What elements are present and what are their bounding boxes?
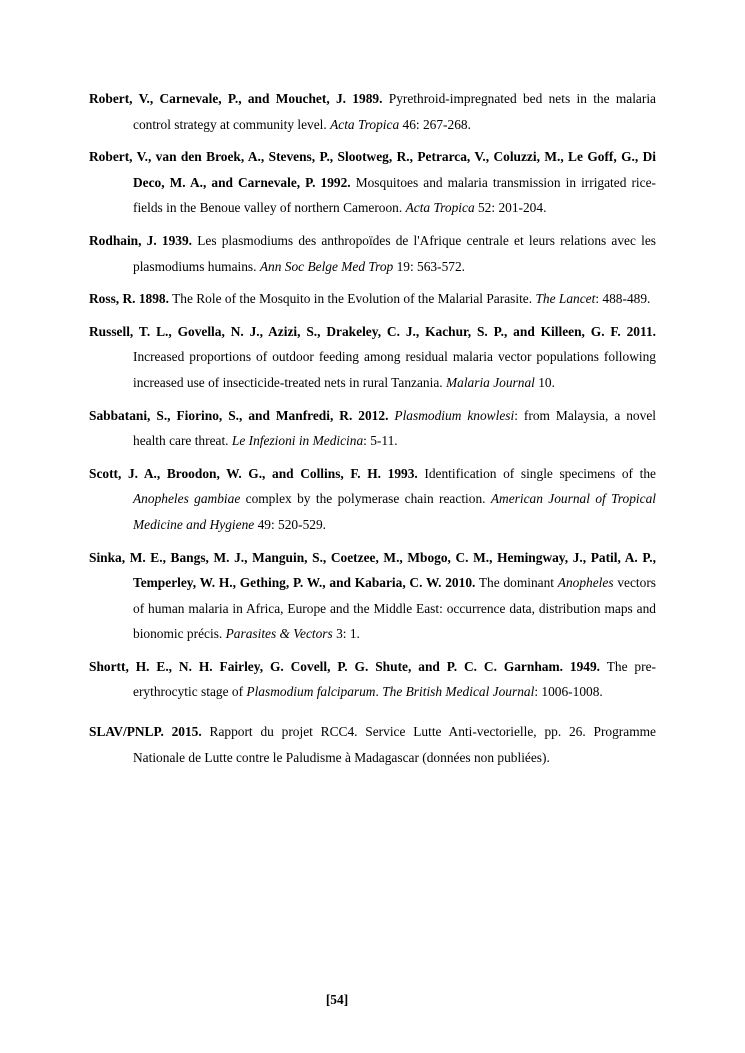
ref-details: : 488-489. — [595, 291, 651, 307]
ref-details: : 1006-1008. — [534, 684, 603, 700]
ref-authors: Robert, V., Carnevale, P., and Mouchet, J. 1989. — [89, 91, 383, 106]
ref-species: Anopheles gambiae — [133, 491, 241, 507]
ref-title: complex by the polymerase chain reaction. — [240, 491, 491, 507]
ref-title: Mosquitoes and malaria transmission in irrigated rice-fields in the Benoue valley of northern Cameroon. — [133, 174, 656, 216]
ref-journal: Le Infezioni in Medicina — [231, 433, 364, 449]
ref-details: 52: 201-204. — [474, 200, 547, 216]
ref-species: Plasmodium knowlesi — [394, 407, 515, 423]
ref-journal: The British Medical Journal — [382, 684, 535, 700]
ref-title: Increased proportions of outdoor feeding among residual malaria vector populations following increased use of insecticide-treated nets in rural Tanzania. — [133, 349, 656, 390]
ref-title-pre: The dominant — [475, 575, 558, 591]
ref-title: Pyrethroid-impregnated bed nets in the malaria control strategy at community level. — [133, 91, 656, 132]
ref-journal: The Lancet — [535, 291, 596, 307]
ref-details: 49: 520-529. — [254, 516, 327, 532]
ref-details: 46: 267-268. — [399, 116, 471, 132]
ref-title: Rapport du projet RCC4. Service Lutte Anti-vectorielle, pp. 26. Programme Nationale de Lutte contre le Paludisme à Madagascar (données non publiées). — [133, 724, 656, 765]
ref-authors: Russell, T. L., Govella, N. J., Azizi, S., Drakeley, C. J., Kachur, S. P., and Killeen, G. F. 2011. — [89, 323, 656, 339]
ref-journal: Parasites & Vectors — [225, 626, 333, 642]
ref-journal: Acta Tropica — [330, 116, 400, 132]
ref-journal: Ann Soc Belge Med Trop — [259, 258, 394, 274]
ref-title: . — [375, 684, 383, 700]
ref-authors: Scott, J. A., Broodon, W. G., and Collins, F. H. 1993. — [89, 465, 418, 481]
reference-list — [89, 86, 656, 777]
reference-robert-1989 — [89, 86, 656, 137]
ref-details: 3: 1. — [332, 626, 360, 642]
ref-title-pre: Identification of single specimens of the — [417, 465, 656, 481]
reference-sinka-2010 — [89, 545, 656, 647]
ref-authors: Robert, V., van den Broek, A., Stevens, P., Slootweg, R., Petrarca, V., Coluzzi, M., Le Goff, G., Di Deco, M. A., and Carnevale, P. 1992. — [89, 149, 656, 190]
reference-shortt-1949 — [89, 654, 656, 705]
reference-scott-1993 — [89, 461, 656, 538]
reference-sabbatani-2012 — [89, 403, 656, 454]
ref-species: Anopheles — [557, 575, 614, 591]
reference-russell-2011 — [89, 319, 656, 396]
reference-rodhain-1939 — [89, 228, 656, 279]
ref-title: : from Malaysia, a novel health care threat. — [133, 407, 656, 449]
ref-authors: Ross, R. 1898. — [89, 291, 169, 307]
ref-journal: Malaria Journal — [445, 374, 535, 390]
reference-ross-1898 — [89, 286, 656, 312]
ref-title: Les plasmodiums des anthropoïdes de l'Afrique centrale et leurs relations avec les plasmodiums humains. — [133, 232, 656, 274]
ref-title: vectors of human malaria in Africa, Europe and the Middle East: occurrence data, distribution maps and bionomic précis. — [133, 575, 656, 642]
reference-slav-pnlp-2015 — [89, 719, 656, 770]
ref-species: Plasmodium falciparum — [246, 684, 376, 700]
page-number: [54] — [325, 992, 349, 1007]
ref-authors: SLAV/PNLP. 2015. — [89, 724, 202, 740]
ref-details: 10. — [534, 374, 555, 390]
ref-authors: Sabbatani, S., Fiorino, S., and Manfredi, R. 2012. — [89, 407, 389, 423]
ref-title: The Role of the Mosquito in the Evolution of the Malarial Parasite. — [168, 291, 536, 307]
ref-authors: Rodhain, J. 1939. — [89, 232, 193, 248]
ref-details: : 5-11. — [363, 433, 398, 449]
ref-title-pre: The pre-erythrocytic stage of — [133, 658, 656, 700]
ref-authors: Shortt, H. E., N. H. Fairley, G. Covell, P. G. Shute, and P. C. C. Garnham. 1949. — [89, 658, 601, 674]
ref-journal: American Journal of Tropical Medicine and Hygiene — [133, 491, 656, 532]
ref-authors: Sinka, M. E., Bangs, M. J., Manguin, S., Coetzee, M., Mbogo, C. M., Hemingway, J., Patil, A. P., Temperley, W. H., Gething, P. W., and Kabaria, C. W. 2010. — [89, 549, 656, 591]
reference-robert-1992 — [89, 144, 656, 221]
ref-details: 19: 563-572. — [393, 258, 466, 274]
ref-journal: Acta Tropica — [405, 200, 475, 216]
